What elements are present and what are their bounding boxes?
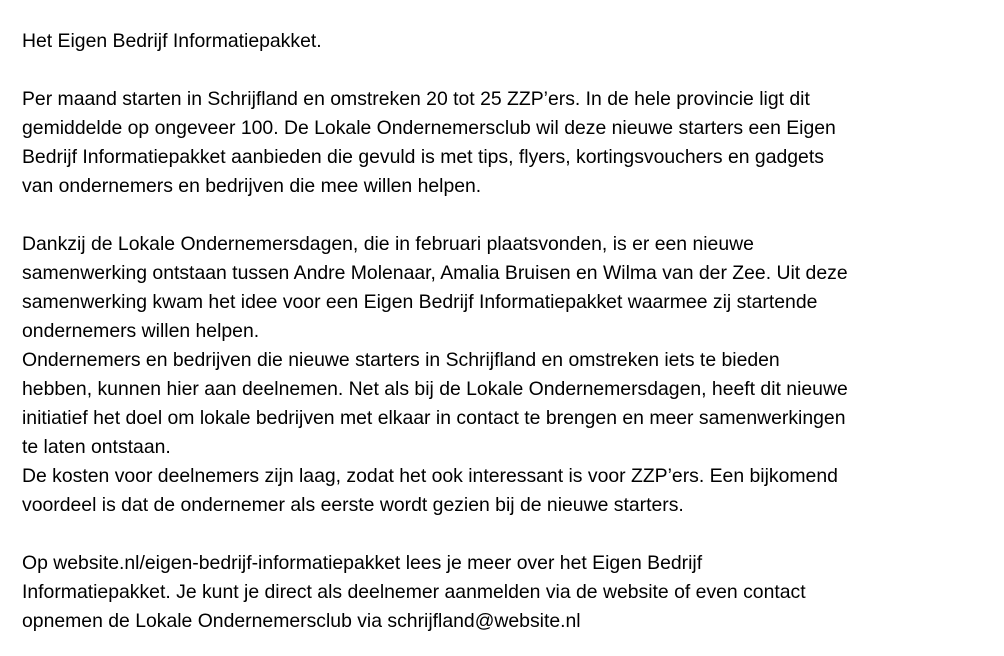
text-line: Informatiepakket. Je kunt je direct als deelnemer aanmelden via de website of even contact <box>22 581 806 603</box>
text-line: Ondernemers en bedrijven die nieuwe starters in Schrijfland en omstreken iets te bieden <box>22 349 780 371</box>
text-line: opnemen de Lokale Ondernemersclub via schrijfland@website.nl <box>22 610 581 632</box>
text-line: te laten ontstaan. <box>22 436 171 458</box>
text-line: Dankzij de Lokale Ondernemersdagen, die in februari plaatsvonden, is er een nieuwe <box>22 233 754 255</box>
text-line: gemiddelde op ongeveer 100. De Lokale Ondernemersclub wil deze nieuwe starters een Eigen <box>22 117 836 139</box>
paragraph-spacer <box>22 520 997 549</box>
paragraph-intro <box>22 85 997 201</box>
text-line: voordeel is dat de ondernemer als eerste wordt gezien bij de nieuwe starters. <box>22 494 684 516</box>
text-line: van ondernemers en bedrijven die mee willen helpen. <box>22 175 482 197</box>
paragraph-spacer <box>22 201 997 230</box>
paragraph-collaboration <box>22 230 997 520</box>
paragraph-spacer <box>22 56 997 85</box>
paragraph-contact <box>22 549 997 636</box>
document-body <box>22 27 997 636</box>
text-line: samenwerking ontstaan tussen Andre Molenaar, Amalia Bruisen en Wilma van der Zee. Uit deze <box>22 262 848 284</box>
text-line: ondernemers willen helpen. <box>22 320 260 342</box>
document-title: Het Eigen Bedrijf Informatiepakket. <box>22 30 322 52</box>
text-line: hebben, kunnen hier aan deelnemen. Net als bij de Lokale Ondernemersdagen, heeft dit nieuwe <box>22 378 848 400</box>
text-line: Bedrijf Informatiepakket aanbieden die gevuld is met tips, flyers, kortingsvouchers en gadgets <box>22 146 824 168</box>
text-line: Per maand starten in Schrijfland en omstreken 20 tot 25 ZZP’ers. In de hele provincie ligt dit <box>22 88 810 110</box>
text-line: Op website.nl/eigen-bedrijf-informatiepakket lees je meer over het Eigen Bedrijf <box>22 552 703 574</box>
text-line: initiatief het doel om lokale bedrijven met elkaar in contact te brengen en meer samenwerkingen <box>22 407 846 429</box>
text-line: De kosten voor deelnemers zijn laag, zodat het ook interessant is voor ZZP’ers. Een bijkomend <box>22 465 838 487</box>
text-line: samenwerking kwam het idee voor een Eigen Bedrijf Informatiepakket waarmee zij startende <box>22 291 818 313</box>
